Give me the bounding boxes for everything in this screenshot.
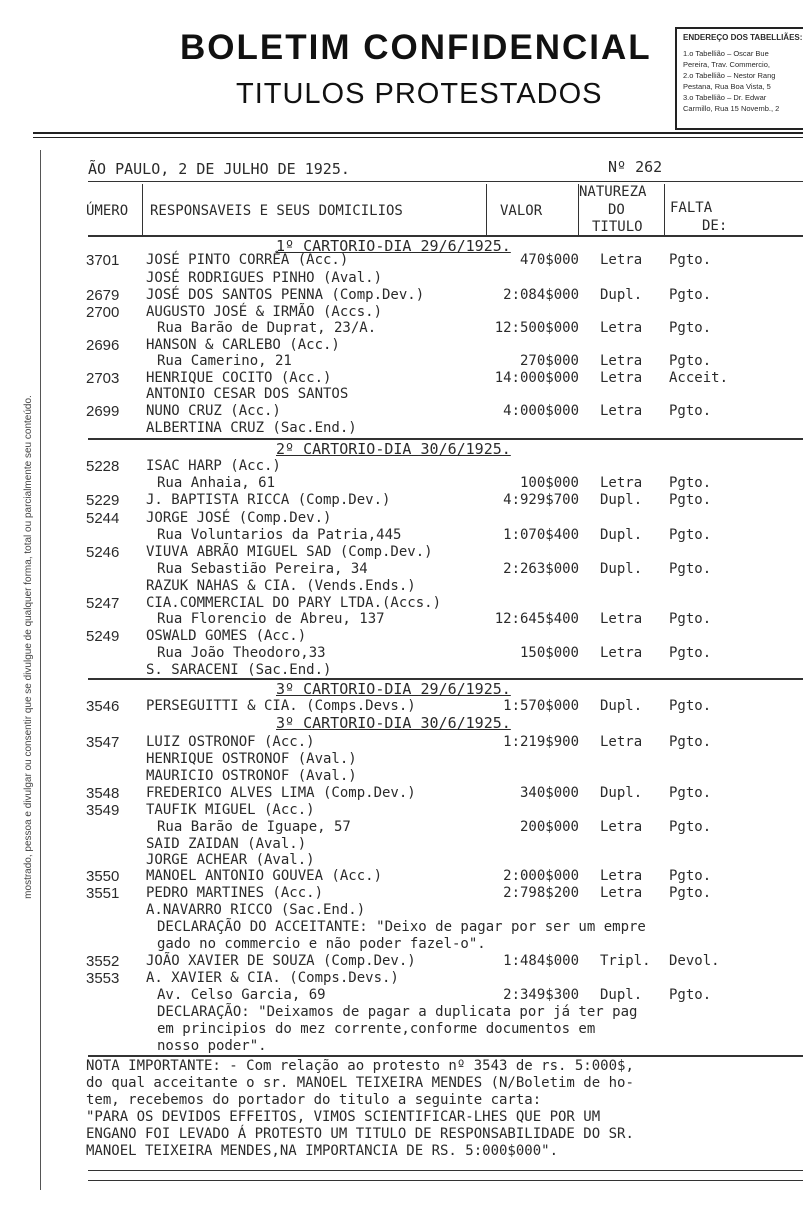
row-responsavel: JOÃO XAVIER DE SOUZA (Comp.Dev.) — [146, 953, 416, 969]
row-responsavel: HANSON & CARLEBO (Acc.) — [146, 337, 340, 353]
note-text: tem, recebemos do portador do titulo a seguinte carta: — [86, 1092, 542, 1108]
address-line: Pereira, Trav. Commercio, — [683, 60, 770, 69]
table-row — [0, 751, 803, 768]
row-falta: Pgto. — [669, 320, 712, 336]
footer-rule — [88, 1170, 803, 1171]
row-natureza: Dupl. — [600, 987, 643, 1003]
row-responsavel: PERSEGUITTI & CIA. (Comps.Devs.) — [146, 698, 416, 714]
table-row — [0, 320, 803, 337]
section-heading: 3º CARTORIO-DIA 29/6/1925. — [276, 680, 511, 698]
table-row — [0, 785, 803, 802]
table-row — [0, 287, 803, 304]
row-responsavel: DECLARAÇÃO DO ACCEITANTE: "Deixo de pagar por ser um empre — [157, 919, 646, 935]
header-rule — [33, 132, 803, 134]
row-falta: Pgto. — [669, 475, 712, 491]
row-natureza: Dupl. — [600, 561, 643, 577]
row-number: 3550 — [86, 868, 120, 885]
row-responsavel: JORGE JOSÉ (Comp.Dev.) — [146, 510, 332, 526]
row-number: 3549 — [86, 802, 120, 819]
table-row — [0, 1038, 803, 1055]
row-number: 3701 — [86, 252, 120, 269]
row-falta: Pgto. — [669, 868, 712, 884]
tabelliaes-address-box — [675, 27, 803, 130]
row-natureza: Letra — [600, 819, 643, 835]
row-natureza: Dupl. — [600, 785, 643, 801]
note-line — [0, 1092, 803, 1109]
row-responsavel: CIA.COMMERCIAL DO PARY LTDA.(Accs.) — [146, 595, 442, 611]
row-responsavel: HENRIQUE OSTRONOF (Aval.) — [146, 751, 357, 767]
row-valor: 12:500$000 — [494, 320, 579, 336]
row-responsavel: TAUFIK MIGUEL (Acc.) — [146, 802, 315, 818]
col-header-falta: FALTA — [670, 200, 713, 216]
section-heading: 2º CARTORIO-DIA 30/6/1925. — [276, 440, 511, 458]
row-number: 3547 — [86, 734, 120, 751]
table-row — [0, 885, 803, 902]
row-responsavel: OSWALD GOMES (Acc.) — [146, 628, 307, 644]
row-responsavel: em principios do mez corrente,conforme documentos em — [157, 1021, 596, 1037]
row-valor: 14:000$000 — [494, 370, 579, 386]
row-valor: 2:263$000 — [503, 561, 579, 577]
note-top-rule — [88, 1055, 803, 1057]
row-natureza: Letra — [600, 868, 643, 884]
row-natureza: Letra — [600, 370, 643, 386]
table-row — [0, 698, 803, 715]
row-responsavel: MANOEL ANTONIO GOUVEA (Acc.) — [146, 868, 383, 884]
row-natureza: Tripl. — [600, 953, 651, 969]
row-responsavel: DECLARAÇÃO: "Deixamos de pagar a duplicata por já ter pag — [157, 1004, 638, 1020]
row-falta: Pgto. — [669, 819, 712, 835]
row-valor: 2:084$000 — [503, 287, 579, 303]
table-row — [0, 662, 803, 679]
document-title: BOLETIM CONFIDENCIAL — [180, 28, 652, 67]
table-row — [0, 836, 803, 853]
row-responsavel: PEDRO MARTINES (Acc.) — [146, 885, 324, 901]
row-responsavel: AUGUSTO JOSÉ & IRMÃO (Accs.) — [146, 304, 383, 320]
note-line — [0, 1058, 803, 1075]
row-number: 5247 — [86, 595, 120, 612]
row-responsavel: gado no commercio e não poder fazel-o". — [157, 936, 486, 952]
note-text: MANOEL TEIXEIRA MENDES,NA IMPORTANCIA DE RS. 5:000$000". — [86, 1143, 559, 1159]
row-natureza: Letra — [600, 403, 643, 419]
row-valor: 470$000 — [519, 252, 579, 268]
table-row — [0, 578, 803, 595]
table-row — [0, 386, 803, 403]
table-row — [0, 936, 803, 953]
row-responsavel: J. BAPTISTA RICCA (Comp.Dev.) — [146, 492, 391, 508]
row-responsavel: Rua Anhaia, 61 — [157, 475, 276, 491]
col-header-responsaveis: RESPONSAVEIS E SEUS DOMICILIOS — [150, 203, 403, 219]
row-valor: 270$000 — [519, 353, 579, 369]
row-natureza: Dupl. — [600, 527, 643, 543]
row-responsavel: LUIZ OSTRONOF (Acc.) — [146, 734, 315, 750]
table-row — [0, 252, 803, 269]
note-text: ENGANO FOI LEVADO Á PROTESTO UM TITULO DE RESPONSABILIDADE DO SR. — [86, 1126, 634, 1142]
row-natureza: Letra — [600, 611, 643, 627]
row-valor: 1:570$000 — [503, 698, 579, 714]
row-falta: Devol. — [669, 953, 720, 969]
header-rule-thin — [33, 137, 803, 138]
col-divider — [664, 184, 665, 236]
col-header-natureza-titulo: TITULO — [592, 219, 643, 235]
row-responsavel: nosso poder". — [157, 1038, 267, 1054]
row-responsavel: Rua Barão de Duprat, 23/A. — [157, 320, 377, 336]
table-row — [0, 544, 803, 561]
row-falta: Pgto. — [669, 611, 712, 627]
row-number: 2696 — [86, 337, 120, 354]
row-responsavel: JOSÉ PINTO CORRÊA (Acc.) — [146, 252, 349, 268]
address-line: 2.o Tabellião – Nestor Rang — [683, 71, 776, 80]
row-valor: 2:349$300 — [503, 987, 579, 1003]
row-number: 3548 — [86, 785, 120, 802]
table-row — [0, 819, 803, 836]
row-responsavel: Av. Celso Garcia, 69 — [157, 987, 326, 1003]
row-valor: 100$000 — [519, 475, 579, 491]
row-number: 3553 — [86, 970, 120, 987]
note-text: do qual acceitante o sr. MANOEL TEIXEIRA MENDES (N/Boletim de ho- — [86, 1075, 634, 1091]
table-row — [0, 304, 803, 321]
row-valor: 1:070$400 — [503, 527, 579, 543]
row-valor: 340$000 — [519, 785, 579, 801]
row-responsavel: NUNO CRUZ (Acc.) — [146, 403, 281, 419]
row-responsavel: JORGE ACHEAR (Aval.) — [146, 852, 315, 868]
row-number: 5228 — [86, 458, 120, 475]
section-rule — [88, 235, 803, 237]
col-divider — [486, 184, 487, 236]
row-number: 3552 — [86, 953, 120, 970]
note-text: NOTA IMPORTANTE: - Com relação ao protesto nº 3543 de rs. 5:000$, — [86, 1058, 634, 1074]
table-row — [0, 492, 803, 509]
row-number: 5229 — [86, 492, 120, 509]
row-responsavel: Rua Camerino, 21 — [157, 353, 292, 369]
footer-rule — [88, 1180, 803, 1181]
table-row — [0, 902, 803, 919]
row-natureza: Letra — [600, 353, 643, 369]
row-responsavel: JOSÉ DOS SANTOS PENNA (Comp.Dev.) — [146, 287, 425, 303]
row-falta: Pgto. — [669, 561, 712, 577]
table-row — [0, 802, 803, 819]
address-line: Pestana, Rua Boa Vista, 5 — [683, 82, 771, 91]
row-natureza: Dupl. — [600, 287, 643, 303]
row-falta: Pgto. — [669, 645, 712, 661]
table-row — [0, 420, 803, 437]
table-row — [0, 475, 803, 492]
row-falta: Pgto. — [669, 885, 712, 901]
row-falta: Pgto. — [669, 492, 712, 508]
date-line: ÃO PAULO, 2 DE JULHO DE 1925. — [88, 160, 350, 178]
table-row — [0, 768, 803, 785]
col-divider — [578, 184, 579, 236]
row-falta: Pgto. — [669, 734, 712, 750]
row-number: 3546 — [86, 698, 120, 715]
row-responsavel: Rua João Theodoro,33 — [157, 645, 326, 661]
row-valor: 2:798$200 — [503, 885, 579, 901]
row-responsavel: ALBERTINA CRUZ (Sac.End.) — [146, 420, 357, 436]
table-row — [0, 370, 803, 387]
col-divider — [142, 184, 143, 236]
row-falta: Pgto. — [669, 527, 712, 543]
table-row — [0, 595, 803, 612]
col-header-numero: ÚMERO — [86, 203, 129, 219]
table-row — [0, 987, 803, 1004]
table-row — [0, 645, 803, 662]
row-responsavel: VIUVA ABRÃO MIGUEL SAD (Comp.Dev.) — [146, 544, 433, 560]
table-row — [0, 1004, 803, 1021]
row-falta: Pgto. — [669, 403, 712, 419]
table-row — [0, 970, 803, 987]
row-valor: 2:000$000 — [503, 868, 579, 884]
table-row — [0, 852, 803, 869]
row-responsavel: A.NAVARRO RICCO (Sac.End.) — [146, 902, 366, 918]
table-row — [0, 403, 803, 420]
row-responsavel: FREDERICO ALVES LIMA (Comp.Dev.) — [146, 785, 416, 801]
row-natureza: Dupl. — [600, 698, 643, 714]
row-number: 2699 — [86, 403, 120, 420]
row-number: 5244 — [86, 510, 120, 527]
row-valor: 4:929$700 — [503, 492, 579, 508]
row-natureza: Letra — [600, 475, 643, 491]
row-responsavel: ISAC HARP (Acc.) — [146, 458, 281, 474]
document-subtitle: TITULOS PROTESTADOS — [236, 78, 603, 110]
col-header-natureza-do: DO — [608, 202, 625, 218]
row-valor: 150$000 — [519, 645, 579, 661]
table-row — [0, 1021, 803, 1038]
table-row — [0, 270, 803, 287]
note-line — [0, 1126, 803, 1143]
row-natureza: Letra — [600, 645, 643, 661]
row-falta: Pgto. — [669, 252, 712, 268]
row-responsavel: Rua Barão de Iguape, 57 — [157, 819, 351, 835]
row-responsavel: MAURICIO OSTRONOF (Aval.) — [146, 768, 357, 784]
row-natureza: Letra — [600, 252, 643, 268]
row-valor: 12:645$400 — [494, 611, 579, 627]
row-number: 3551 — [86, 885, 120, 902]
row-number: 2700 — [86, 304, 120, 321]
col-header-natureza: NATUREZA — [579, 184, 647, 200]
table-top-rule — [88, 181, 803, 182]
table-row — [0, 953, 803, 970]
table-row — [0, 868, 803, 885]
row-responsavel: S. SARACENI (Sac.End.) — [146, 662, 332, 678]
row-natureza: Letra — [600, 885, 643, 901]
row-responsavel: Rua Sebastião Pereira, 34 — [157, 561, 368, 577]
section-rule — [88, 438, 803, 440]
row-responsavel: SAID ZAIDAN (Aval.) — [146, 836, 307, 852]
row-number: 5249 — [86, 628, 120, 645]
address-box-title: ENDEREÇO DOS TABELLIÃES: — [683, 33, 803, 42]
section-heading: 3º CARTORIO-DIA 30/6/1925. — [276, 714, 511, 732]
table-row — [0, 561, 803, 578]
row-valor: 4:000$000 — [503, 403, 579, 419]
row-responsavel: Rua Voluntarios da Patria,445 — [157, 527, 402, 543]
address-line: 1.o Tabellião – Oscar Bue — [683, 49, 769, 58]
row-valor: 1:219$900 — [503, 734, 579, 750]
bulletin-number: Nº 262 — [608, 158, 663, 176]
address-line: Carmillo, Rua 15 Novemb., 2 — [683, 104, 780, 113]
table-row — [0, 919, 803, 936]
note-text: "PARA OS DEVIDOS EFFEITOS, VIMOS SCIENTIFICAR-LHES QUE POR UM — [86, 1109, 601, 1125]
table-row — [0, 458, 803, 475]
note-line — [0, 1109, 803, 1126]
table-row — [0, 527, 803, 544]
row-falta: Pgto. — [669, 287, 712, 303]
table-row — [0, 510, 803, 527]
row-falta: Pgto. — [669, 785, 712, 801]
table-row — [0, 611, 803, 628]
row-natureza: Dupl. — [600, 492, 643, 508]
note-line — [0, 1143, 803, 1160]
col-header-falta-de: DE: — [702, 218, 728, 234]
row-valor: 200$000 — [519, 819, 579, 835]
row-responsavel: RAZUK NAHAS & CIA. (Vends.Ends.) — [146, 578, 416, 594]
row-natureza: Letra — [600, 734, 643, 750]
col-header-valor: VALOR — [500, 203, 543, 219]
row-responsavel: ANTONIO CESAR DOS SANTOS — [146, 386, 349, 402]
row-falta: Pgto. — [669, 698, 712, 714]
row-valor: 1:484$000 — [503, 953, 579, 969]
section-heading: 1º CARTORIO-DIA 29/6/1925. — [276, 237, 511, 255]
row-number: 2703 — [86, 370, 120, 387]
row-responsavel: JOSÉ RODRIGUES PINHO (Aval.) — [146, 270, 383, 286]
row-responsavel: A. XAVIER & CIA. (Comps.Devs.) — [146, 970, 399, 986]
row-responsavel: HENRIQUE COCITO (Acc.) — [146, 370, 332, 386]
row-responsavel: Rua Florencio de Abreu, 137 — [157, 611, 385, 627]
table-row — [0, 734, 803, 751]
row-falta: Pgto. — [669, 987, 712, 1003]
address-line: 3.o Tabellião – Dr. Edwar — [683, 93, 767, 102]
row-falta: Acceit. — [669, 370, 729, 386]
side-confidentiality-text: mostrado, pessoa e divulgar ou consentir que se divulgue de qualquer forma, total ou parcialmente seu conteúdo. — [23, 395, 34, 899]
note-line — [0, 1075, 803, 1092]
row-falta: Pgto. — [669, 353, 712, 369]
row-number: 5246 — [86, 544, 120, 561]
row-natureza: Letra — [600, 320, 643, 336]
row-number: 2679 — [86, 287, 120, 304]
table-row — [0, 353, 803, 370]
table-row — [0, 628, 803, 645]
table-row — [0, 337, 803, 354]
